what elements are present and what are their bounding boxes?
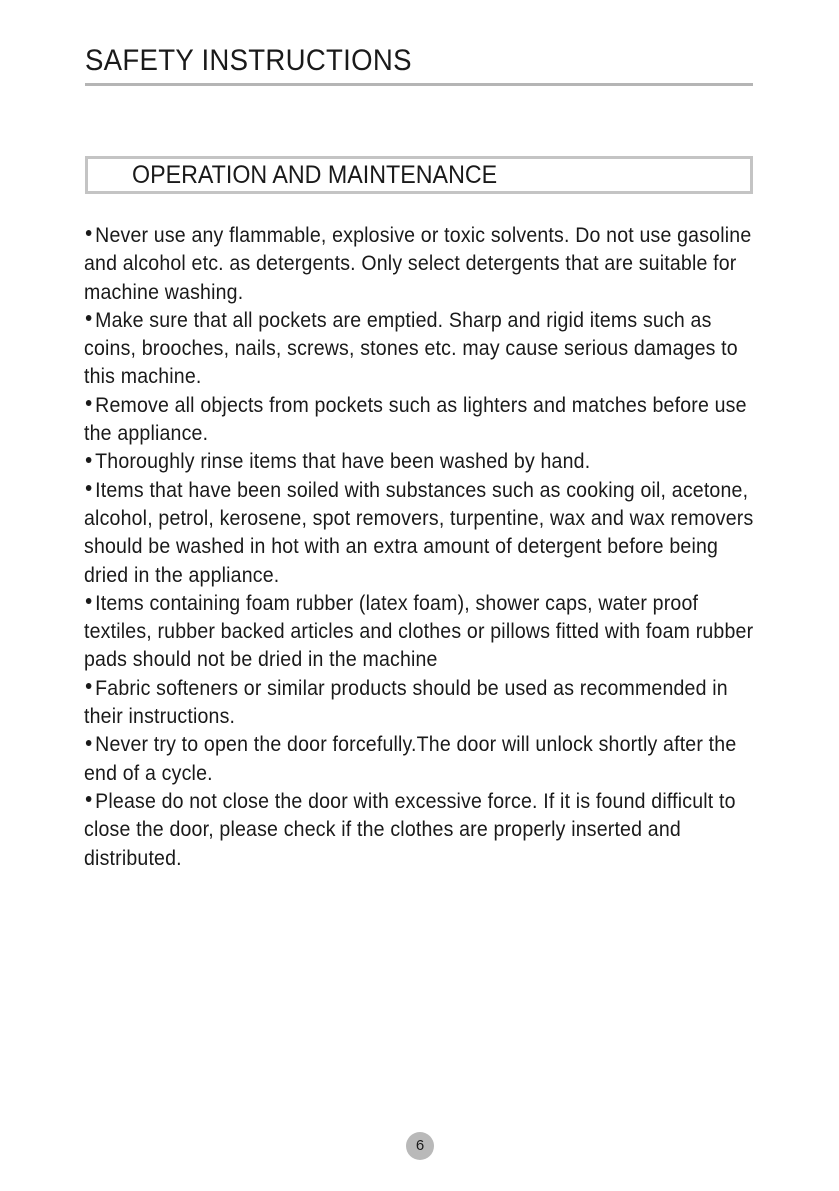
bullet-icon	[86, 230, 92, 236]
instruction-item	[84, 448, 754, 476]
section-heading: OPERATION AND MAINTENANCE	[132, 161, 498, 189]
instruction-text: Remove all objects from pockets such as lighters and matches before use the appliance.	[84, 393, 747, 446]
instruction-text: Fabric softeners or similar products should be used as recommended in their instructions.	[84, 676, 728, 729]
instruction-text: Items that have been soiled with substances such as cooking oil, acetone, alcohol, petrol, kerosene, spot removers, turpentine, wax and wax removers should be washed in hot with an extra amount of detergent before being dried in the appliance.	[84, 478, 754, 587]
instruction-item	[84, 675, 754, 732]
bullet-icon	[86, 740, 92, 746]
instruction-item	[84, 222, 754, 307]
instruction-item	[84, 590, 754, 675]
instruction-item	[84, 392, 754, 449]
instruction-text: Items containing foam rubber (latex foam), shower caps, water proof textiles, rubber backed articles and clothes or pillows fitted with foam rubber pads should not be dried in the machine	[84, 591, 754, 672]
instruction-list	[84, 222, 754, 873]
page-title: SAFETY INSTRUCTIONS	[85, 44, 412, 77]
title-divider	[85, 83, 753, 86]
instruction-item	[84, 788, 754, 873]
instruction-text: Never use any flammable, explosive or toxic solvents. Do not use gasoline and alcohol etc. as detergents. Only select detergents that are suitable for machine washing.	[84, 224, 752, 304]
bullet-icon	[86, 598, 92, 604]
instruction-text: Please do not close the door with excessive force. If it is found difficult to close the door, please check if the clothes are properly inserted and distributed.	[84, 789, 736, 870]
instruction-item	[84, 477, 754, 590]
bullet-icon	[86, 796, 92, 802]
instruction-text: Make sure that all pockets are emptied. Sharp and rigid items such as coins, brooches, nails, screws, stones etc. may cause serious damages to this machine.	[84, 308, 738, 389]
instruction-text: Thoroughly rinse items that have been washed by hand.	[95, 450, 591, 474]
page-number: 6	[406, 1132, 434, 1160]
bullet-icon	[86, 485, 92, 491]
instruction-item	[84, 307, 754, 392]
bullet-icon	[86, 683, 92, 689]
instruction-item	[84, 731, 754, 788]
bullet-icon	[86, 400, 92, 406]
bullet-icon	[86, 315, 92, 321]
bullet-icon	[86, 457, 92, 463]
instruction-text: Never try to open the door forcefully.The door will unlock shortly after the end of a cycle.	[84, 733, 737, 785]
section-heading-box	[85, 156, 753, 194]
